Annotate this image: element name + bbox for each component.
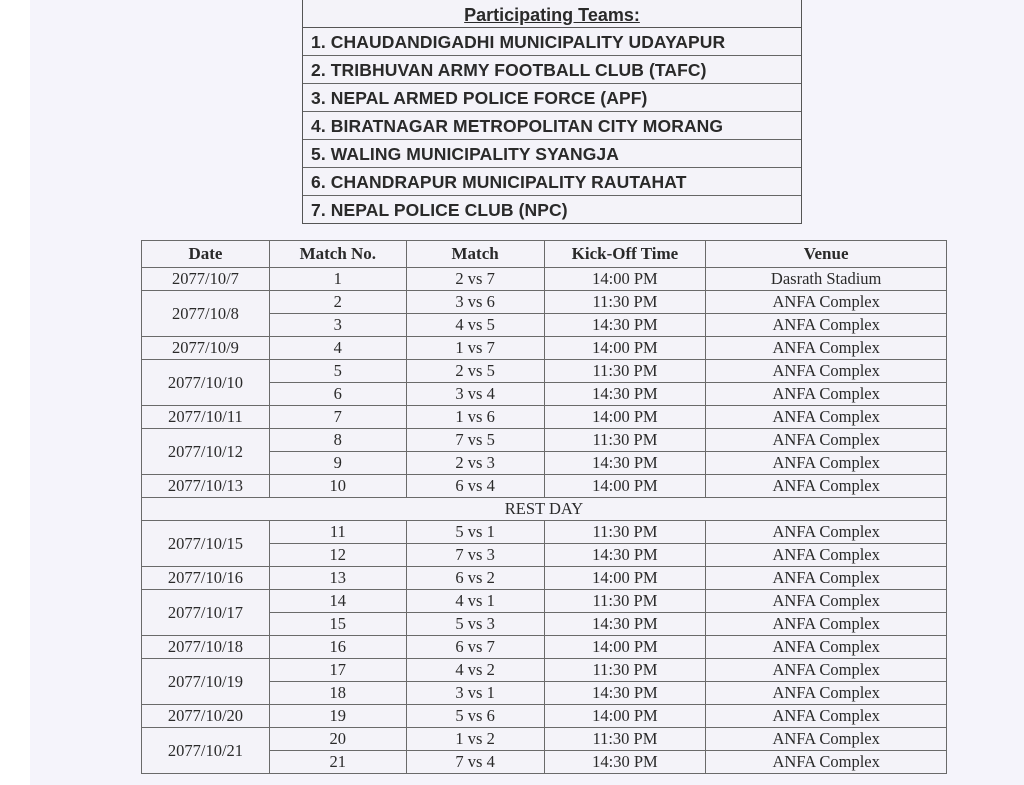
cell-match-no: 3 xyxy=(269,314,406,337)
team-item: 7. NEPAL POLICE CLUB (NPC) xyxy=(311,200,568,220)
cell-match: 4 vs 1 xyxy=(406,590,544,613)
cell-match: 6 vs 7 xyxy=(406,636,544,659)
rest-day-label: REST DAY xyxy=(142,498,947,521)
cell-kickoff-time: 14:30 PM xyxy=(544,682,706,705)
table-row xyxy=(142,406,947,429)
cell-match-no: 7 xyxy=(269,406,406,429)
table-row xyxy=(142,429,947,452)
table-row xyxy=(142,590,947,613)
cell-venue: ANFA Complex xyxy=(706,314,947,337)
cell-date: 2077/10/7 xyxy=(142,268,270,291)
cell-venue: ANFA Complex xyxy=(706,452,947,475)
cell-date: 2077/10/12 xyxy=(142,429,270,475)
cell-venue: ANFA Complex xyxy=(706,613,947,636)
cell-match-no: 2 xyxy=(269,291,406,314)
table-row xyxy=(142,728,947,751)
cell-venue: ANFA Complex xyxy=(706,429,947,452)
table-header-row xyxy=(142,241,947,268)
cell-kickoff-time: 14:00 PM xyxy=(544,475,706,498)
table-row xyxy=(142,475,947,498)
cell-match-no: 14 xyxy=(269,590,406,613)
cell-venue: ANFA Complex xyxy=(706,705,947,728)
participating-teams-box xyxy=(302,0,802,224)
cell-match-no: 21 xyxy=(269,751,406,774)
cell-kickoff-time: 14:00 PM xyxy=(544,705,706,728)
cell-kickoff-time: 11:30 PM xyxy=(544,521,706,544)
cell-kickoff-time: 14:00 PM xyxy=(544,636,706,659)
cell-date: 2077/10/15 xyxy=(142,521,270,567)
cell-kickoff-time: 14:00 PM xyxy=(544,268,706,291)
cell-date: 2077/10/20 xyxy=(142,705,270,728)
cell-kickoff-time: 11:30 PM xyxy=(544,360,706,383)
header-match-no: Match No. xyxy=(269,241,406,268)
team-item: 1. CHAUDANDIGADHI MUNICIPALITY UDAYAPUR xyxy=(303,28,801,56)
cell-date: 2077/10/8 xyxy=(142,291,270,337)
cell-match: 3 vs 6 xyxy=(406,291,544,314)
cell-venue: ANFA Complex xyxy=(706,337,947,360)
team-item: 3. NEPAL ARMED POLICE FORCE (APF) xyxy=(303,84,801,112)
rest-day-row xyxy=(142,498,947,521)
cell-match: 4 vs 2 xyxy=(406,659,544,682)
table-row xyxy=(142,521,947,544)
cell-match: 1 vs 2 xyxy=(406,728,544,751)
cell-match-no: 9 xyxy=(269,452,406,475)
cell-match: 2 vs 3 xyxy=(406,452,544,475)
scan-page-edge xyxy=(0,0,30,785)
cell-match: 1 vs 7 xyxy=(406,337,544,360)
cell-match-no: 6 xyxy=(269,383,406,406)
table-row xyxy=(142,337,947,360)
table-row xyxy=(142,268,947,291)
team-item: 2. TRIBHUVAN ARMY FOOTBALL CLUB (TAFC) xyxy=(303,56,801,84)
table-row xyxy=(142,705,947,728)
cell-date: 2077/10/18 xyxy=(142,636,270,659)
cell-match: 3 vs 1 xyxy=(406,682,544,705)
table-row xyxy=(142,567,947,590)
cell-kickoff-time: 14:30 PM xyxy=(544,452,706,475)
schedule-body xyxy=(142,268,947,774)
cell-match-no: 13 xyxy=(269,567,406,590)
cell-kickoff-time: 14:30 PM xyxy=(544,751,706,774)
cell-date: 2077/10/16 xyxy=(142,567,270,590)
cell-venue: ANFA Complex xyxy=(706,590,947,613)
cell-match: 2 vs 5 xyxy=(406,360,544,383)
cell-match-no: 19 xyxy=(269,705,406,728)
cell-kickoff-time: 14:00 PM xyxy=(544,406,706,429)
cell-kickoff-time: 14:00 PM xyxy=(544,567,706,590)
cell-venue: ANFA Complex xyxy=(706,406,947,429)
cell-match: 5 vs 1 xyxy=(406,521,544,544)
cell-match: 5 vs 6 xyxy=(406,705,544,728)
team-item: 6. CHANDRAPUR MUNICIPALITY RAUTAHAT xyxy=(303,168,801,196)
cell-date: 2077/10/10 xyxy=(142,360,270,406)
cell-match: 7 vs 4 xyxy=(406,751,544,774)
cell-match: 7 vs 3 xyxy=(406,544,544,567)
teams-title xyxy=(303,0,801,28)
cell-match-no: 15 xyxy=(269,613,406,636)
cell-kickoff-time: 14:30 PM xyxy=(544,314,706,337)
cell-venue: ANFA Complex xyxy=(706,475,947,498)
cell-kickoff-time: 14:30 PM xyxy=(544,383,706,406)
header-venue: Venue xyxy=(706,241,947,268)
cell-match-no: 1 xyxy=(269,268,406,291)
cell-venue: ANFA Complex xyxy=(706,682,947,705)
cell-venue: ANFA Complex xyxy=(706,659,947,682)
cell-date: 2077/10/17 xyxy=(142,590,270,636)
cell-date: 2077/10/9 xyxy=(142,337,270,360)
cell-venue: ANFA Complex xyxy=(706,544,947,567)
cut-off-footer xyxy=(140,778,946,785)
cell-venue: ANFA Complex xyxy=(706,567,947,590)
cell-match-no: 18 xyxy=(269,682,406,705)
cell-match-no: 17 xyxy=(269,659,406,682)
teams-title-text: Participating Teams: xyxy=(464,5,640,25)
table-row xyxy=(142,659,947,682)
team-item: 5. WALING MUNICIPALITY SYANGJA xyxy=(303,140,801,168)
cell-kickoff-time: 14:30 PM xyxy=(544,544,706,567)
cell-venue: ANFA Complex xyxy=(706,383,947,406)
cell-venue: ANFA Complex xyxy=(706,751,947,774)
team-item: 4. BIRATNAGAR METROPOLITAN CITY MORANG xyxy=(303,112,801,140)
cell-venue: ANFA Complex xyxy=(706,521,947,544)
table-row xyxy=(142,291,947,314)
match-schedule-table xyxy=(141,240,947,774)
cell-match: 6 vs 2 xyxy=(406,567,544,590)
cell-kickoff-time: 14:00 PM xyxy=(544,337,706,360)
cell-venue: ANFA Complex xyxy=(706,360,947,383)
cell-venue: ANFA Complex xyxy=(706,291,947,314)
cell-match: 1 vs 6 xyxy=(406,406,544,429)
cell-match: 6 vs 4 xyxy=(406,475,544,498)
cell-match-no: 12 xyxy=(269,544,406,567)
cell-date: 2077/10/21 xyxy=(142,728,270,774)
cell-match-no: 8 xyxy=(269,429,406,452)
cell-kickoff-time: 11:30 PM xyxy=(544,291,706,314)
cell-match: 4 vs 5 xyxy=(406,314,544,337)
cell-kickoff-time: 11:30 PM xyxy=(544,659,706,682)
cell-match-no: 5 xyxy=(269,360,406,383)
cell-match-no: 16 xyxy=(269,636,406,659)
cell-kickoff-time: 11:30 PM xyxy=(544,728,706,751)
cell-match-no: 10 xyxy=(269,475,406,498)
cell-kickoff-time: 11:30 PM xyxy=(544,429,706,452)
cell-kickoff-time: 14:30 PM xyxy=(544,613,706,636)
cell-date: 2077/10/19 xyxy=(142,659,270,705)
cell-venue: Dasrath Stadium xyxy=(706,268,947,291)
cell-match: 2 vs 7 xyxy=(406,268,544,291)
cell-match-no: 11 xyxy=(269,521,406,544)
cell-match-no: 20 xyxy=(269,728,406,751)
cell-venue: ANFA Complex xyxy=(706,728,947,751)
table-row xyxy=(142,360,947,383)
cell-match: 3 vs 4 xyxy=(406,383,544,406)
header-date: Date xyxy=(142,241,270,268)
cell-kickoff-time: 11:30 PM xyxy=(544,590,706,613)
cell-match: 7 vs 5 xyxy=(406,429,544,452)
cell-venue: ANFA Complex xyxy=(706,636,947,659)
cell-match-no: 4 xyxy=(269,337,406,360)
header-kickoff-time: Kick-Off Time xyxy=(544,241,706,268)
table-row xyxy=(142,636,947,659)
header-match: Match xyxy=(406,241,544,268)
cell-match: 5 vs 3 xyxy=(406,613,544,636)
cell-date: 2077/10/13 xyxy=(142,475,270,498)
cell-date: 2077/10/11 xyxy=(142,406,270,429)
